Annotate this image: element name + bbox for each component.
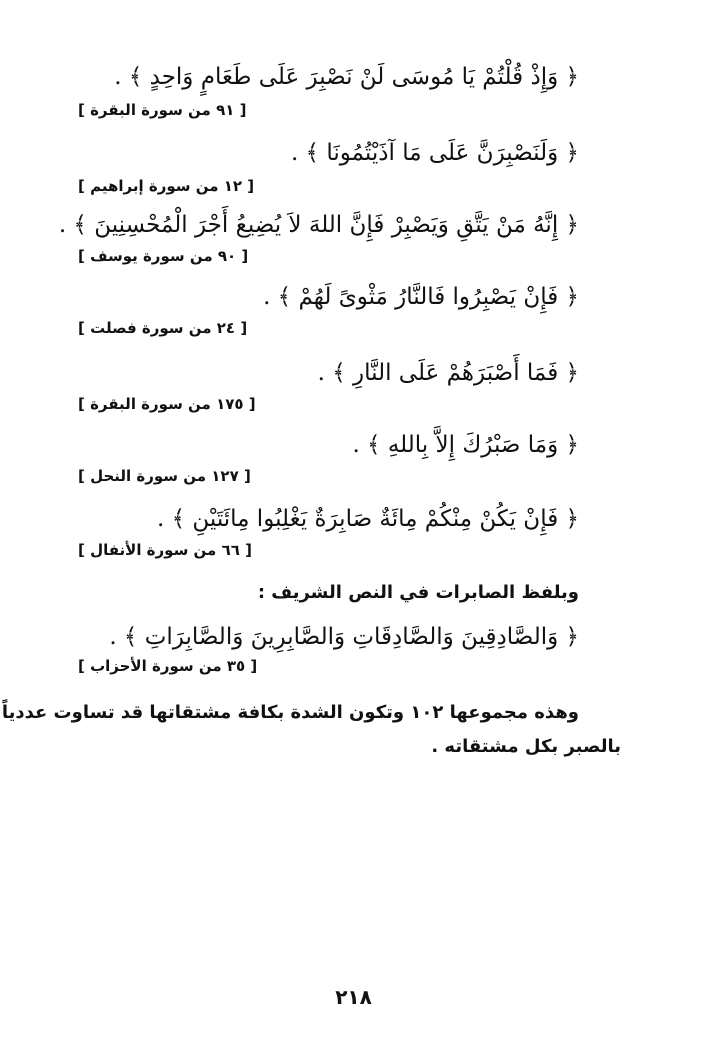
page-number: ٢١٨	[335, 985, 372, 1009]
verse-reference-sabirat: [ ٣٥ من سورة الأحزاب ]	[78, 657, 258, 675]
quran-verse-4: ﴿ فَإِنْ يَصْبِرُوا فَالنَّارُ مَثْوىً لَهُمْ ﴾ .	[263, 284, 579, 310]
quran-verse-7: ﴿ فَإِنْ يَكُنْ مِنْكُمْ مِائَةٌ صَابِرَةٌ يَغْلِبُوا مِائَتَيْنِ ﴾ .	[156, 506, 579, 532]
quran-verse-6: ﴿ وَمَا صَبْرُكَ إِلاَّ بِاللهِ ﴾ .	[352, 432, 579, 458]
quran-verse-3: ﴿ إِنَّهُ مَنْ يَتَّقِ وَيَصْبِرْ فَإِنَّ اللهَ لاَ يُضِيعُ أَجْرَ الْمُحْسِنِينَ ﴾ .	[58, 212, 579, 238]
quran-verse-2: ﴿ وَلَنَصْبِرَنَّ عَلَى مَا آذَيْتُمُونَا ﴾ .	[290, 140, 579, 166]
verse-reference-5: [ ١٧٥ من سورة البقرة ]	[78, 395, 256, 413]
verse-reference-3: [ ٩٠ من سورة يوسف ]	[78, 247, 249, 265]
quran-verse-5: ﴿ فَمَا أَصْبَرَهُمْ عَلَى النَّارِ ﴾ .	[317, 360, 579, 386]
quran-verse-1: ﴿ وَإِذْ قُلْتُمْ يَا مُوسَى لَنْ نَصْبِرَ عَلَى طَعَامٍ وَاحِدٍ ﴾ .	[114, 64, 579, 90]
conclusion-line-1: وهذه مجموعها ١٠٢ وتكون الشدة بكافة مشتقاتها قد تساوت عددياً	[1, 702, 579, 723]
quran-verse-sabirat: ﴿ وَالصَّادِقِينَ وَالصَّادِقَاتِ وَالصَّابِرِينَ وَالصَّابِرَاتِ ﴾ .	[109, 624, 579, 650]
verse-reference-2: [ ١٢ من سورة إبراهيم ]	[78, 177, 255, 195]
verse-reference-4: [ ٢٤ من سورة فصلت ]	[78, 319, 248, 337]
conclusion-line-2: بالصبر بكل مشتقاته .	[431, 736, 621, 757]
verse-reference-6: [ ١٢٧ من سورة النحل ]	[78, 467, 251, 485]
verse-reference-7: [ ٦٦ من سورة الأنفال ]	[78, 541, 252, 559]
verse-reference-1: [ ٩١ من سورة البقرة ]	[78, 101, 247, 119]
intro-line: وبلفظ الصابرات في النص الشريف :	[257, 582, 579, 603]
